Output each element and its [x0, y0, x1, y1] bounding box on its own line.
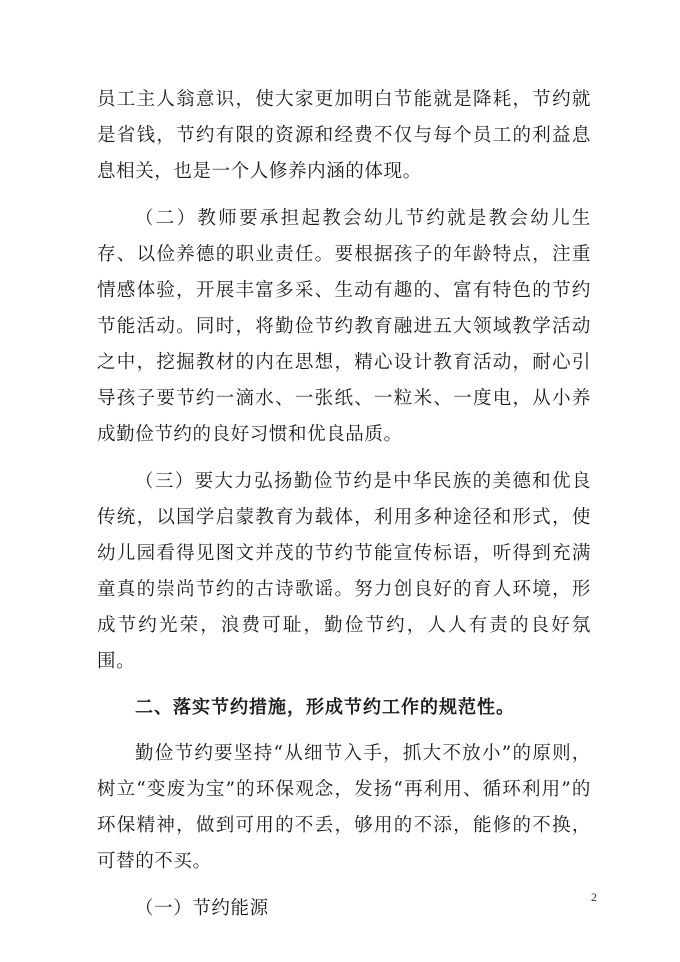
paragraph-point-two: （二）教师要承担起教会幼儿节约就是教会幼儿生存、以俭养德的职业责任。要根据孩子的年龄特点，注重情感体验，开展丰富多采、生动有趣的、富有特色的节约节能活动。同时，将勤俭节约教育融进五大领域教学活动之中，挖掘教材的内在思想，精心设计教育活动，耐心引导孩子要节约一滴水、一张纸、一粒米、一度电，从小养成勤俭节约的良好习惯和优良品质。 [97, 208, 591, 445]
subheading: （一）节约能源 [135, 898, 269, 919]
section-paragraph: 勤俭节约要坚持“从细节入手，抓大不放小”的原则，树立“变废为宝”的环保观念，发扬“再利用、循环利用”的环保精神，做到可用的不丢，够用的不添，能修的不换，可替的不买。 [97, 743, 591, 872]
paragraph-continued: 员工主人翁意识，使大家更加明白节能就是降耗，节约就是省钱，节约有限的资源和经费不仅与每个员工的利益息息相关，也是一个人修养内涵的体现。 [97, 89, 591, 182]
section-heading: 二、落实节约措施，形成节约工作的规范性。 [135, 697, 515, 718]
paragraph-point-three: （三）要大力弘扬勤俭节约是中华民族的美德和优良传统，以国学启蒙教育为载体，利用多种途径和形式，使幼儿园看得见图文并茂的节约节能宣传标语，听得到充满童真的崇尚节约的古诗歌谣。努力创良好的育人环境，形成节约光荣，浪费可耻，勤俭节约，人人有责的良好氛围。 [97, 471, 591, 672]
page-number: 2 [591, 890, 597, 904]
document-body [97, 82, 591, 927]
